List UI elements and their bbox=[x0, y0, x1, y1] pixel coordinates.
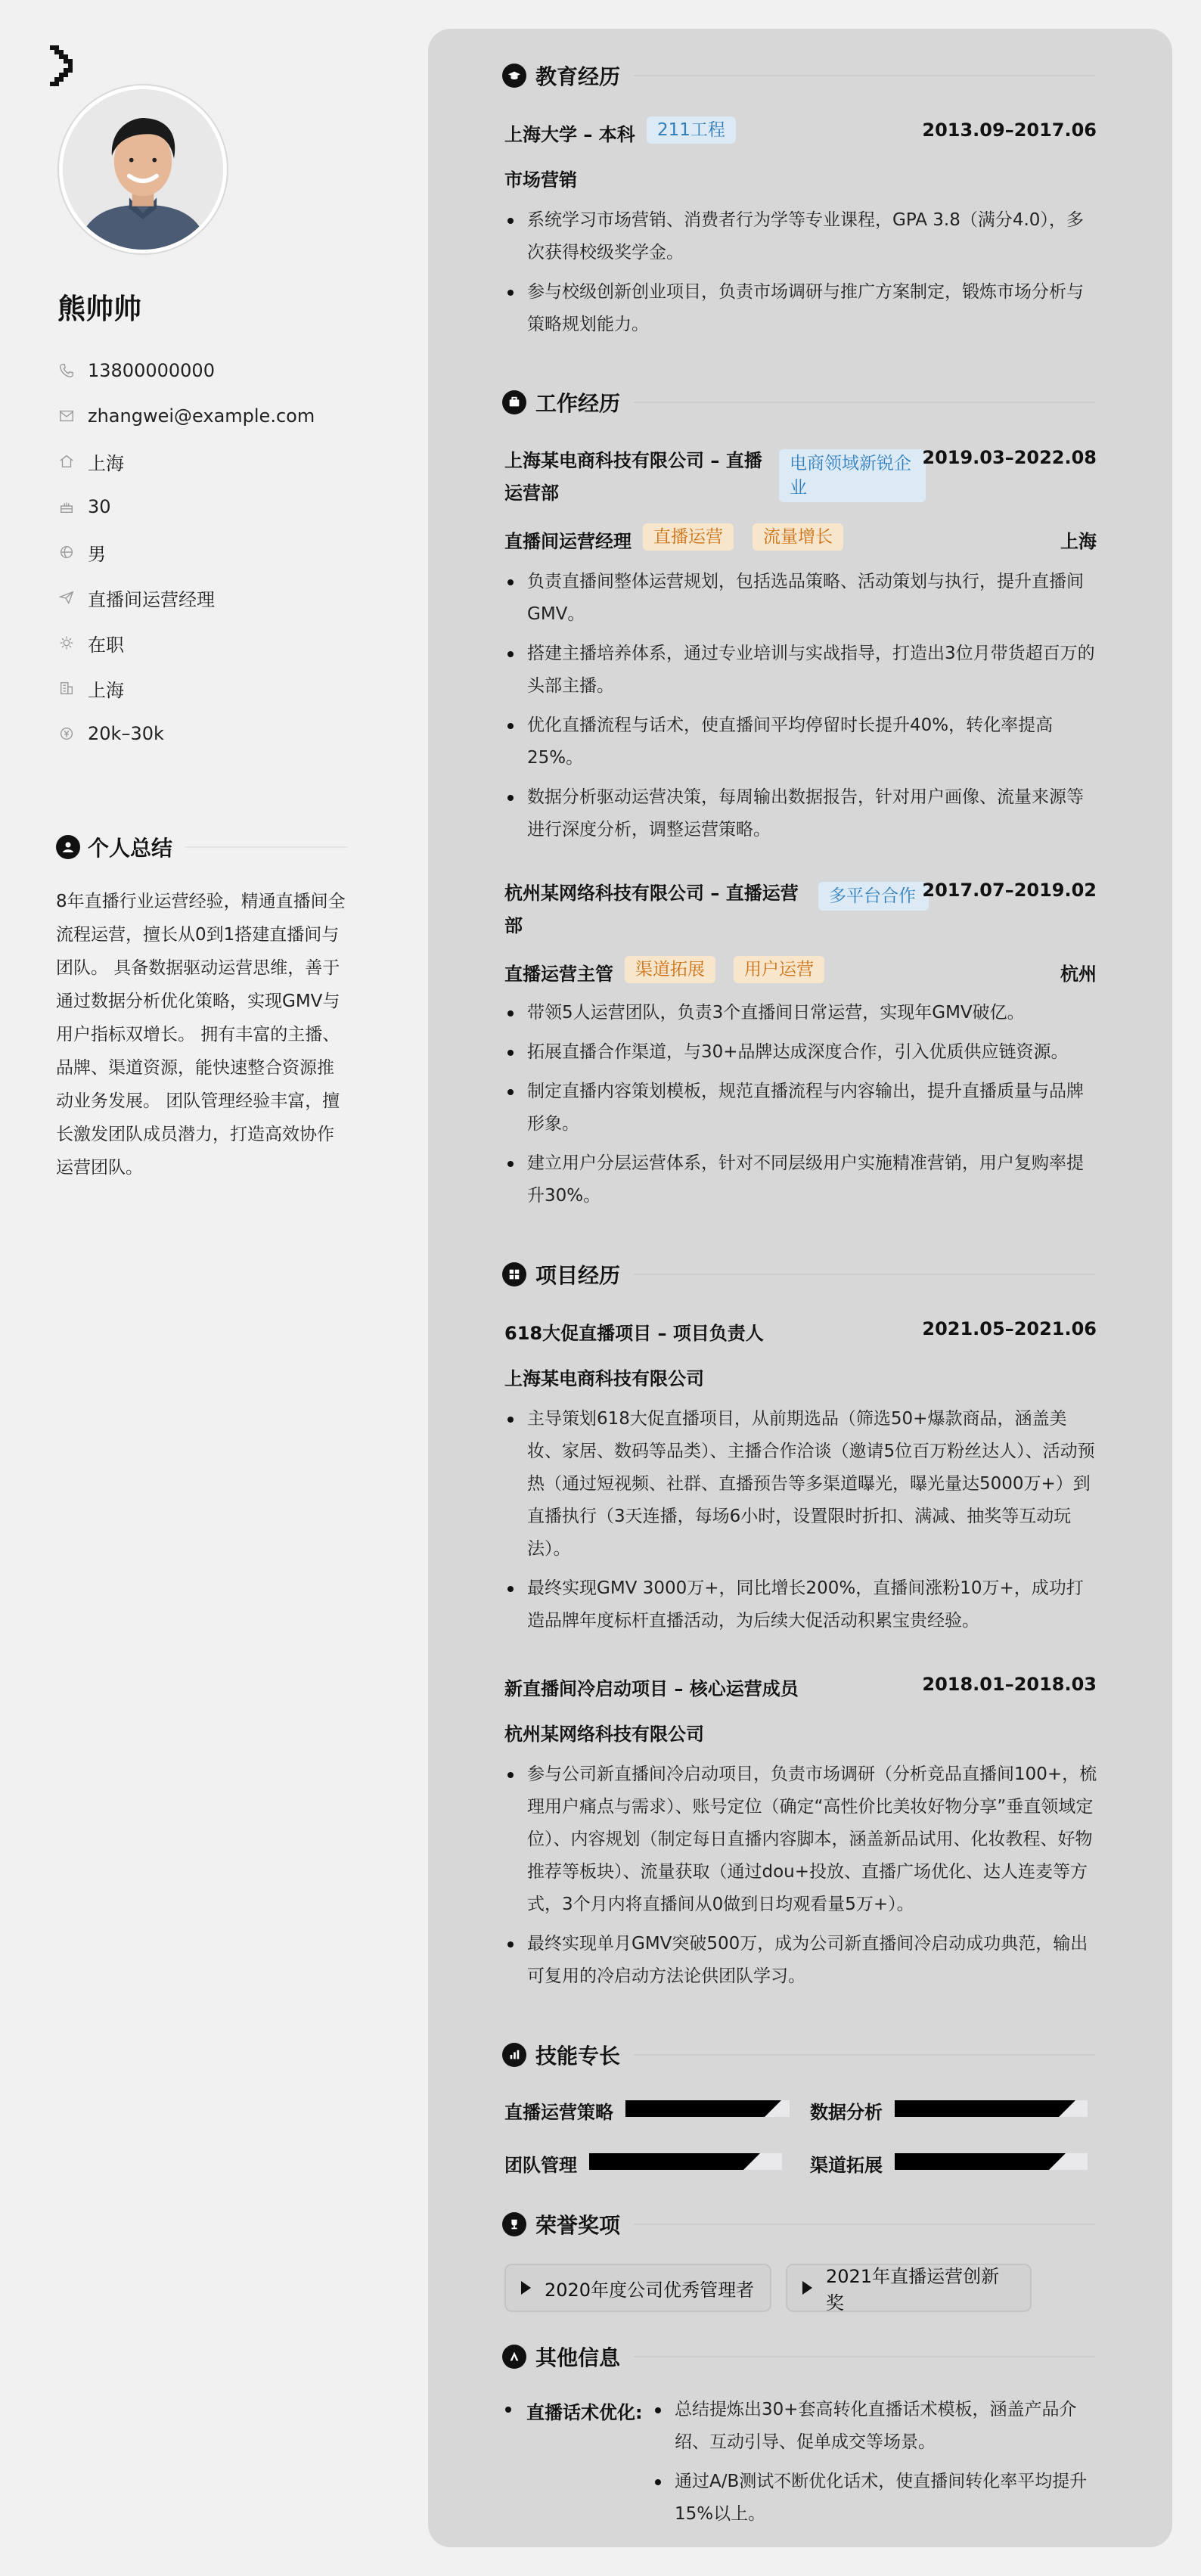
divider bbox=[634, 75, 1095, 76]
chevron-logo-icon bbox=[50, 45, 77, 91]
skill-bar-fill bbox=[589, 2153, 743, 2170]
job-tag: 多平台合作 bbox=[818, 882, 929, 911]
list-item: 数据分析驱动运营决策，每周输出数据报告，针对用户画像、流量来源等进行深度分析，调整运营策略。 bbox=[504, 781, 1097, 846]
mail-icon bbox=[57, 407, 76, 425]
job-role: 直播运营主管 bbox=[504, 964, 613, 985]
list-item: 带领5人运营团队，负责3个直播间日常运营，实现年GMV破亿。 bbox=[504, 997, 1097, 1029]
education-date: 2013.09–2017.06 bbox=[922, 119, 1097, 141]
other-label: 直播话术优化: bbox=[505, 2398, 643, 2424]
status-icon bbox=[57, 634, 76, 652]
skill-tag: 用户运营 bbox=[734, 956, 824, 983]
skill-label: 渠道拓展 bbox=[810, 2155, 883, 2176]
divider bbox=[634, 2224, 1095, 2225]
list-item: 通过A/B测试不断优化话术，使直播间转化率平均提升15%以上。 bbox=[652, 2466, 1098, 2531]
info-location: 上海 bbox=[57, 439, 315, 484]
bar-chart-icon bbox=[502, 2043, 526, 2067]
user-icon bbox=[56, 835, 80, 859]
info-phone: 13800000000 bbox=[57, 348, 315, 393]
info-status: 在职 bbox=[57, 620, 315, 666]
divider bbox=[634, 2356, 1095, 2357]
list-item: 主导策划618大促直播项目，从前期选品（筛选50+爆款商品，涵盖美妆、家居、数码等品类）、主播合作洽谈（邀请5位百万粉丝达人）、活动预热（通过短视频、社群、直播预告等多渠道曝光，曝光量达5000万+）到直播执行（3天连播，每场6小时，设置限时折扣、满减、抽奖等互动玩法）。 bbox=[504, 1403, 1097, 1566]
job-company: 杭州某网络科技有限公司 – 直播运营部 bbox=[504, 883, 799, 936]
info-email: zhangwei@example.com bbox=[57, 393, 315, 439]
project-date: 2018.01–2018.03 bbox=[922, 1674, 1097, 1695]
home-icon bbox=[57, 452, 76, 470]
skill-bar-fill bbox=[895, 2153, 1049, 2170]
education-school: 上海大学 – 本科 bbox=[504, 124, 635, 145]
job-company: 上海某电商科技有限公司 – 直播运营部 bbox=[504, 450, 762, 504]
divider bbox=[634, 1274, 1095, 1275]
job-tag: 电商领域新锐企业 bbox=[779, 449, 926, 502]
divider bbox=[634, 402, 1095, 403]
project-company: 杭州某网络科技有限公司 bbox=[504, 1724, 704, 1745]
list-item: 参与校级创新创业项目，负责市场调研与推广方案制定，锻炼市场分析与策略规划能力。 bbox=[504, 276, 1097, 341]
info-age: 30 bbox=[57, 484, 315, 529]
list-item: 建立用户分层运营体系，针对不同层级用户实施精准营销，用户复购率提升30%。 bbox=[504, 1147, 1097, 1212]
list-item: 搭建主播培养体系，通过专业培训与实战指导，打造出3位月带货超百万的头部主播。 bbox=[504, 638, 1097, 703]
skill-tag: 流量增长 bbox=[753, 523, 843, 551]
education-tag: 211工程 bbox=[647, 116, 736, 144]
list-item: 最终实现GMV 3000万+，同比增长200%，直播间涨粉10万+，成功打造品牌年度标杆直播活动，为后续大促活动积累宝贵经验。 bbox=[504, 1572, 1097, 1637]
avatar bbox=[59, 85, 227, 253]
summary-heading: 个人总结 bbox=[56, 832, 348, 862]
divider bbox=[634, 2054, 1095, 2056]
list-item: 最终实现单月GMV突破500万，成为公司新直播间冷启动成功典范，输出可复用的冷启动方法论供团队学习。 bbox=[504, 1928, 1097, 1993]
profile-photo bbox=[63, 89, 223, 250]
briefcase-icon bbox=[502, 390, 526, 414]
skill-bar bbox=[895, 2153, 1088, 2170]
project-date: 2021.05–2021.06 bbox=[922, 1318, 1097, 1339]
work-heading: 工作经历 bbox=[502, 387, 1095, 417]
job-role: 直播间运营经理 bbox=[504, 531, 632, 552]
job-bullets bbox=[504, 997, 1097, 1219]
job-city: 杭州 bbox=[1060, 964, 1097, 985]
project-title: 新直播间冷启动项目 – 核心运营成员 bbox=[504, 1678, 799, 1699]
other-heading: 其他信息 bbox=[502, 2342, 1095, 2372]
job-city: 上海 bbox=[1060, 531, 1097, 552]
education-major: 市场营销 bbox=[504, 169, 577, 191]
education-heading: 教育经历 bbox=[502, 61, 1095, 91]
info-position: 直播间运营经理 bbox=[57, 575, 315, 620]
salary-icon bbox=[57, 725, 76, 743]
divider bbox=[185, 846, 348, 848]
job-date: 2017.07–2019.02 bbox=[922, 880, 1097, 901]
gender-icon bbox=[57, 543, 76, 561]
skill-bar-fill bbox=[625, 2100, 765, 2117]
award-item: 2020年度公司优秀管理者 bbox=[504, 2264, 771, 2312]
info-salary: 20k–30k bbox=[57, 711, 315, 756]
education-bullets bbox=[504, 204, 1097, 348]
graduation-cap-icon bbox=[502, 64, 526, 88]
job-bullets bbox=[504, 566, 1097, 853]
play-icon bbox=[521, 2281, 531, 2295]
cake-icon bbox=[57, 498, 76, 516]
skill-bar-fill bbox=[895, 2100, 1059, 2117]
skill-tag: 直播运营 bbox=[643, 523, 734, 551]
list-item: 制定直播内容策划模板，规范直播流程与内容输出，提升直播质量与品牌形象。 bbox=[504, 1075, 1097, 1141]
info-city: 上海 bbox=[57, 666, 315, 711]
project-company: 上海某电商科技有限公司 bbox=[504, 1368, 704, 1389]
project-title: 618大促直播项目 – 项目负责人 bbox=[504, 1323, 764, 1344]
send-icon bbox=[57, 588, 76, 607]
trophy-icon bbox=[502, 2212, 526, 2236]
phone-icon bbox=[57, 362, 76, 380]
list-item: 总结提炼出30+套高转化直播话术模板，涵盖产品介绍、互动引导、促单成交等场景。 bbox=[652, 2394, 1098, 2459]
other-bullets bbox=[652, 2394, 1098, 2537]
project-bullets bbox=[504, 1403, 1097, 1644]
project-bullets bbox=[504, 1758, 1097, 2000]
skills-heading: 技能专长 bbox=[502, 2040, 1095, 2070]
list-item: 系统学习市场营销、消费者行为学等专业课程，GPA 3.8（满分4.0），多次获得校级奖学金。 bbox=[504, 204, 1097, 269]
skill-bar bbox=[589, 2153, 782, 2170]
skill-tag: 渠道拓展 bbox=[625, 956, 715, 983]
list-item: 拓展直播合作渠道，与30+品牌达成深度合作，引入优质供应链资源。 bbox=[504, 1036, 1097, 1069]
list-item: 参与公司新直播间冷启动项目，负责市场调研（分析竞品直播间100+，梳理用户痛点与需求）、账号定位（确定“高性价比美妆好物分享”垂直领域定位）、内容规划（制定每日直播内容脚本，涵盖新品试用、化妆教程、好物推荐等板块）、流量获取（通过dou+投放、直播广场优化、达人连麦等方式，3个月内将直播间从0做到日均观看量5万+）。 bbox=[504, 1758, 1097, 1921]
list-item: 负责直播间整体运营规划，包括选品策略、活动策划与执行，提升直播间GMV。 bbox=[504, 566, 1097, 631]
skill-label: 团队管理 bbox=[504, 2155, 577, 2176]
profile-name: 熊帅帅 bbox=[57, 293, 141, 325]
honors-heading: 荣誉奖项 bbox=[502, 2209, 1095, 2239]
skill-label: 数据分析 bbox=[810, 2102, 883, 2123]
list-item: 优化直播流程与话术，使直播间平均停留时长提升40%，转化率提高25%。 bbox=[504, 709, 1097, 774]
info-icon bbox=[502, 2345, 526, 2369]
skill-bar bbox=[625, 2100, 790, 2117]
job-date: 2019.03–2022.08 bbox=[922, 447, 1097, 468]
grid-icon bbox=[502, 1262, 526, 1286]
play-icon bbox=[802, 2281, 812, 2295]
info-gender: 男 bbox=[57, 529, 315, 575]
skill-label: 直播运营策略 bbox=[504, 2102, 613, 2123]
contact-info-list bbox=[57, 348, 315, 756]
award-item: 2021年直播运营创新奖 bbox=[786, 2264, 1032, 2312]
building-icon bbox=[57, 679, 76, 697]
skill-bar bbox=[895, 2100, 1088, 2117]
summary-text: 8年直播行业运营经验，精通直播间全流程运营，擅长从0到1搭建直播间与团队。 具备数据驱动运营思维，善于通过数据分析优化策略，实现GMV与用户指标双增长。 拥有丰富的主播、品牌、渠道资源，能快速整合资源推动业务发展。 团队管理经验丰富，擅长激发团队成员潜力，打造高效协作运营团队。 bbox=[56, 892, 346, 1178]
projects-heading: 项目经历 bbox=[502, 1259, 1095, 1290]
